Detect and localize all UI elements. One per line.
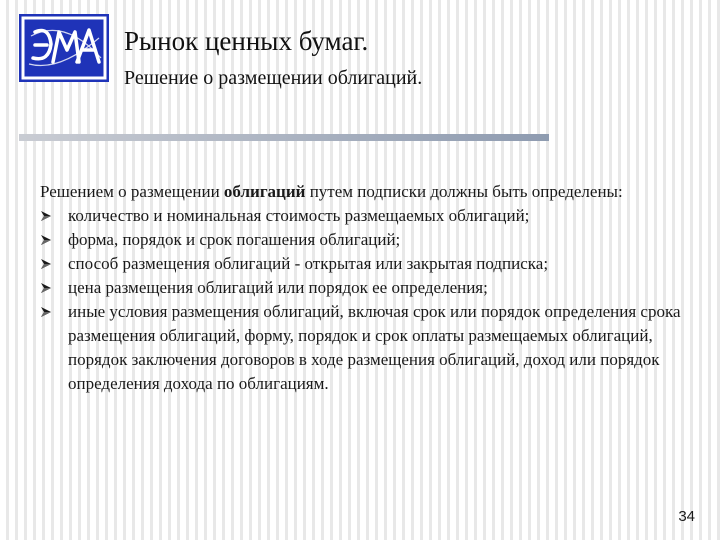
logo-emblem-icon <box>19 14 109 82</box>
bullet-text: иные условия размещения облигаций, включая срок или порядок определения срока размещения облигаций, форму, порядок и срок оплаты размещаемых облигаций, порядок заключения договоров в ходе размещения облигаций, доход или порядок определения дохода по облигациям. <box>68 302 681 393</box>
bullet-text: форма, порядок и срок погашения облигаций; <box>68 230 401 249</box>
bullet-text: цена размещения облигаций или порядок ее определения; <box>68 278 488 297</box>
slide-title: Рынок ценных бумаг. <box>124 26 369 56</box>
arrow-bullet-icon <box>41 259 51 269</box>
bullet-item <box>40 252 690 276</box>
bullet-item <box>40 228 690 252</box>
bullet-list <box>40 204 690 396</box>
bullet-text: способ размещения облигаций - открытая или закрытая подписка; <box>68 254 549 273</box>
arrow-bullet-icon <box>41 211 51 221</box>
bullet-item <box>40 300 690 396</box>
logo <box>19 14 109 82</box>
bullet-item <box>40 204 690 228</box>
intro-paragraph <box>40 180 690 204</box>
bullet-item <box>40 276 690 300</box>
intro-text-before: Решением о размещении <box>40 182 224 201</box>
header-divider <box>19 134 549 141</box>
arrow-bullet-icon <box>41 283 51 293</box>
intro-bold-term: облигаций <box>223 182 306 201</box>
slide-subtitle: Решение о размещении облигаций. <box>124 67 423 89</box>
arrow-bullet-icon <box>41 307 51 317</box>
arrow-bullet-icon <box>41 235 51 245</box>
slide-content <box>40 180 690 396</box>
page-number: 34 <box>678 508 695 525</box>
bullet-text: количество и номинальная стоимость размещаемых облигаций; <box>68 206 530 225</box>
intro-text-after: путем подписки должны быть определены: <box>305 182 623 201</box>
